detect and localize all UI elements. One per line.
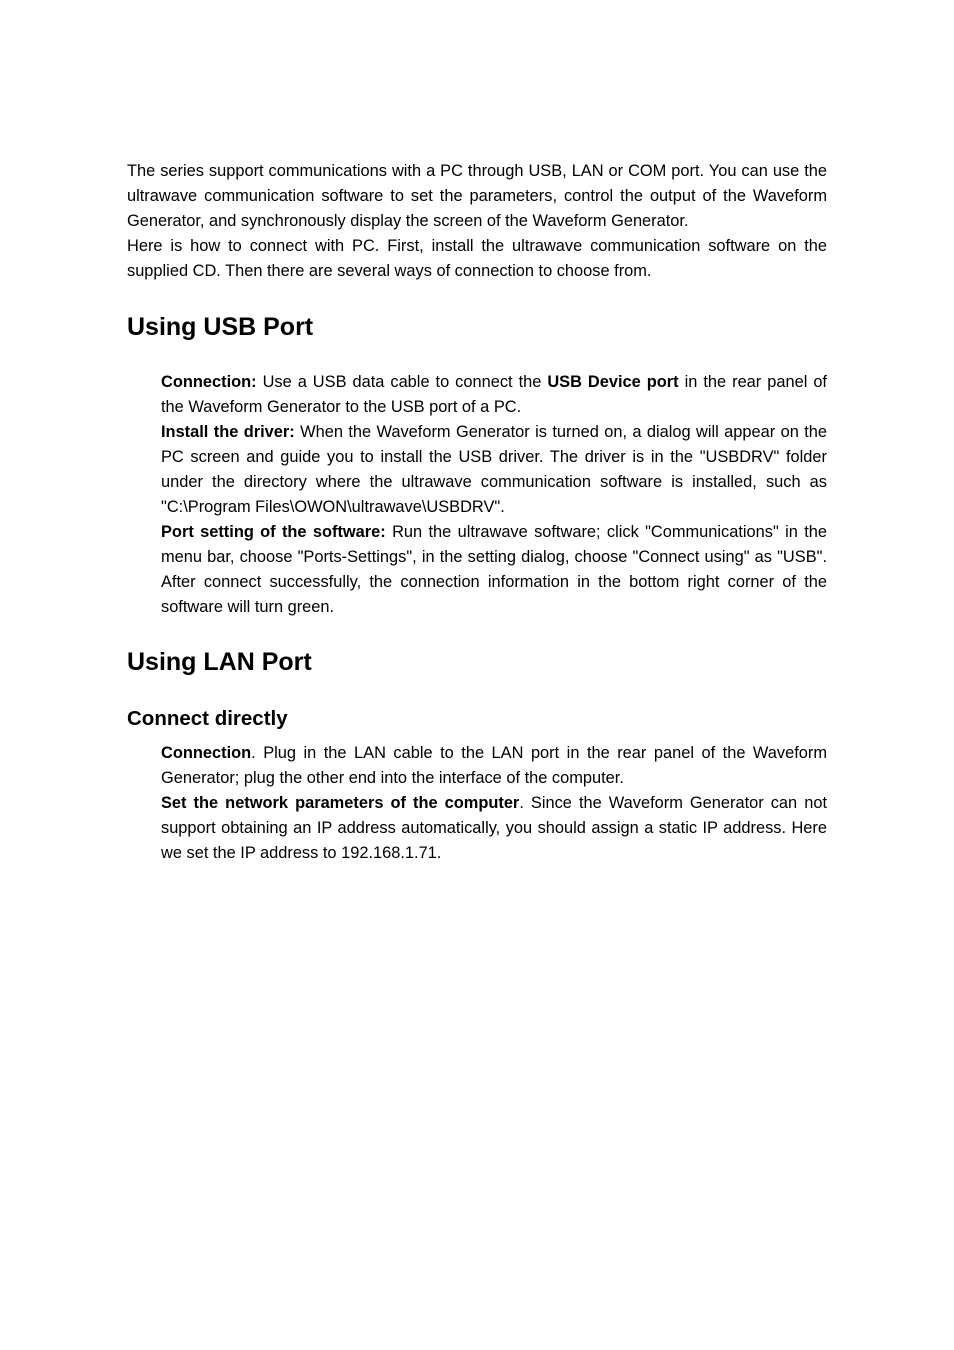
lan-network-text: . Since the Waveform Generator can not support obtaining an IP address automatically, you should assign a static IP address. Here we set the IP address to 192.168.1.71. — [161, 794, 827, 862]
connect-directly-heading: Connect directly — [127, 707, 288, 730]
usb-port-setting-text: Run the ultrawave software; click "Communications" in the menu bar, choose "Ports-Settings", in the setting dialog, choose "Connect using" as "USB". After connect successfully, the connection information in the bottom right corner of the software will turn green. — [161, 523, 828, 616]
usb-device-port-label: USB Device port — [547, 373, 679, 391]
lan-section-heading: Using LAN Port — [127, 648, 312, 676]
usb-driver-paragraph — [161, 420, 827, 520]
usb-connection-text-2: in the rear panel of the Waveform Generator to the USB port of a PC. — [161, 373, 827, 416]
lan-connection-paragraph — [161, 741, 827, 791]
lan-connection-text: . Plug in the LAN cable to the LAN port in the rear panel of the Waveform Generator; plug the other end into the interface of the computer. — [161, 744, 827, 787]
usb-port-setting-paragraph — [161, 520, 827, 620]
usb-section-body — [161, 370, 827, 620]
usb-driver-label: Install the driver: — [161, 423, 295, 441]
lan-network-label: Set the network parameters of the computer — [161, 794, 520, 812]
lan-connection-label: Connection — [161, 744, 252, 762]
usb-connection-paragraph — [161, 370, 827, 420]
usb-connection-label: Connection: — [161, 373, 257, 391]
document-page — [127, 159, 827, 866]
usb-connection-text-1: Use a USB data cable to connect the — [256, 373, 548, 391]
usb-port-setting-label: Port setting of the software: — [161, 523, 386, 541]
lan-network-paragraph — [161, 791, 827, 866]
lan-section-body — [161, 741, 827, 866]
usb-driver-text: When the Waveform Generator is turned on, a dialog will appear on the PC screen and guide you to install the USB driver. The driver is in the "USBDRV" folder under the directory where the ultrawave communication software is installed, such as "C:\Program Files\OWON\ultrawave\USBDRV". — [161, 423, 827, 516]
usb-section-heading: Using USB Port — [127, 313, 314, 341]
intro-paragraph-2: Here is how to connect with PC. First, install the ultrawave communication software on the supplied CD. Then there are several ways of connection to choose from. — [127, 237, 827, 280]
intro-paragraph-1: The series support communications with a PC through USB, LAN or COM port. You can use the ultrawave communication software to set the parameters, control the output of the Waveform Generator, and synchronously display the screen of the Waveform Generator. — [127, 162, 827, 230]
